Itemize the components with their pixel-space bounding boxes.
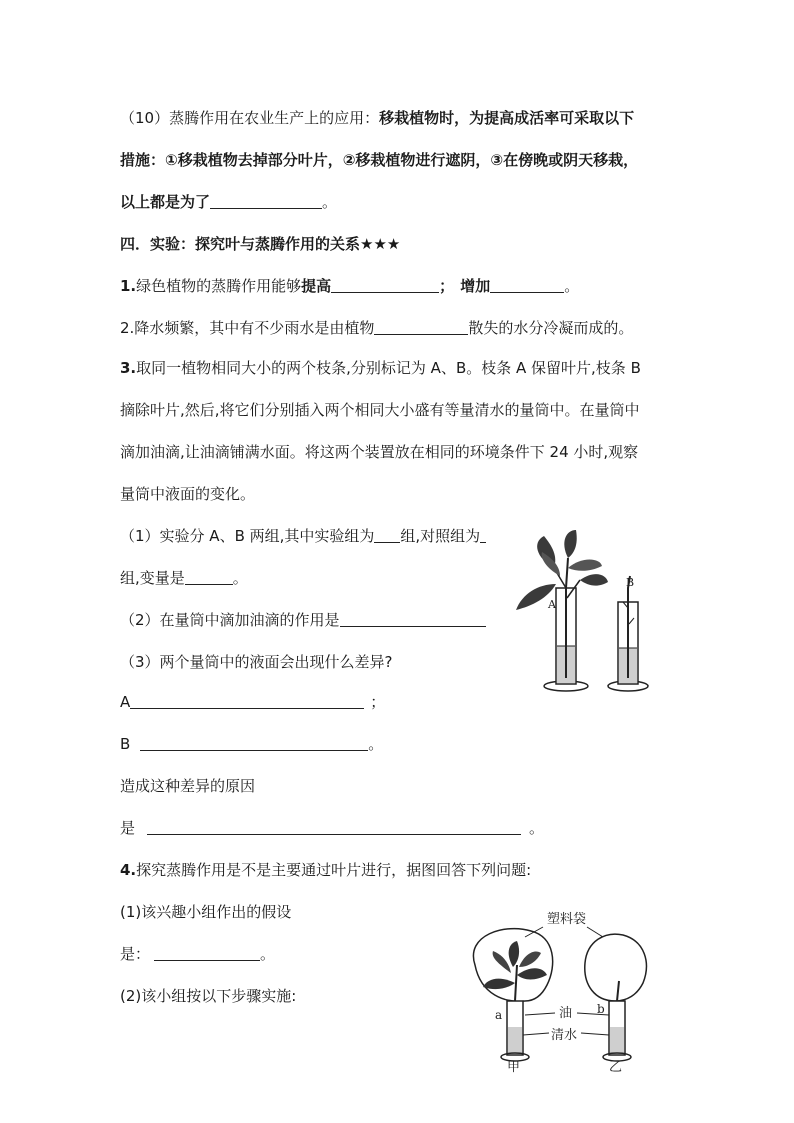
item3-answer-a: A ； <box>120 693 386 711</box>
label-b-small: b <box>597 1002 605 1016</box>
item4-sub1-answer: 是： 。 <box>120 945 276 963</box>
item4-title: 4.探究蒸腾作用是不是主要通过叶片进行，据图回答下列问题: <box>120 861 532 879</box>
item3-line2: 摘除叶片,然后,将它们分别插入两个相同大小盛有等量清水的量筒中。在量筒中 <box>120 401 640 419</box>
answer-blank[interactable] <box>340 612 486 627</box>
bag-figure <box>455 905 665 1075</box>
section-title: 四．实验：探究叶与蒸腾作用的关系★★★ <box>120 235 401 253</box>
item3-answer-b: B 。 <box>120 735 384 753</box>
item3-sub2: （2）在量筒中滴加油滴的作用是 <box>120 610 486 630</box>
answer-blank[interactable] <box>331 278 439 293</box>
answer-blank[interactable] <box>490 278 564 293</box>
item1: 1.绿色植物的蒸腾作用能够提高 ； 增加 。 <box>120 277 580 295</box>
label-oil: 油 <box>559 1006 573 1021</box>
answer-blank[interactable] <box>210 194 322 209</box>
item2: 2.降水频繁，其中有不少雨水是由植物 散失的水分冷凝而成的。 <box>120 319 634 337</box>
answer-blank[interactable] <box>154 946 260 961</box>
label-yi: 乙 <box>609 1060 623 1075</box>
item3-sub1: （1）实验分 A、B 两组,其中实验组为 组,对照组为 <box>120 526 486 546</box>
item3-line3: 滴加油滴,让油滴铺满水面。将这两个装置放在相同的环境条件下 24 小时,观察 <box>120 443 639 461</box>
item3-sub1-cont: 组,变量是 。 <box>120 569 248 587</box>
answer-blank[interactable] <box>140 736 368 751</box>
item3-reason-answer: 是 。 <box>120 819 545 837</box>
label-water: 清水 <box>551 1028 578 1043</box>
answer-blank[interactable] <box>185 570 233 585</box>
cylinder-illustration <box>510 528 660 698</box>
item3-line1: 3.取同一植物相同大小的两个枝条,分别标记为 A、B。枝条 A 保留叶片,枝条 B <box>120 359 641 377</box>
cylinder-figure <box>510 528 660 698</box>
q10-line2: 措施：①移栽植物去掉部分叶片，②移栽植物进行遮阴，③在傍晚或阴天移栽， <box>120 151 639 169</box>
item3-line4: 量筒中液面的变化。 <box>120 485 256 503</box>
label-bag: 塑料袋 <box>547 912 587 927</box>
answer-blank[interactable] <box>147 820 521 835</box>
item4-sub2: (2)该小组按以下步骤实施: <box>120 987 297 1005</box>
label-a-small: a <box>495 1008 503 1022</box>
label-a: A <box>548 598 556 611</box>
item3-sub3: （3）两个量筒中的液面会出现什么差异? <box>120 653 393 671</box>
answer-blank[interactable] <box>374 528 400 543</box>
answer-blank[interactable] <box>374 320 468 335</box>
item4-sub1: (1)该兴趣小组作出的假设 <box>120 903 292 921</box>
item3-reason: 造成这种差异的原因 <box>120 777 256 795</box>
answer-blank[interactable] <box>480 528 486 543</box>
answer-blank[interactable] <box>130 694 364 709</box>
label-b: B <box>626 576 635 589</box>
bag-illustration <box>455 905 665 1075</box>
q10-line1: （10）蒸腾作用在农业生产上的应用：移栽植物时，为提高成活率可采取以下 <box>120 109 635 127</box>
q10-line3: 以上都是为了 。 <box>120 193 338 211</box>
label-jia: 甲 <box>507 1060 521 1075</box>
